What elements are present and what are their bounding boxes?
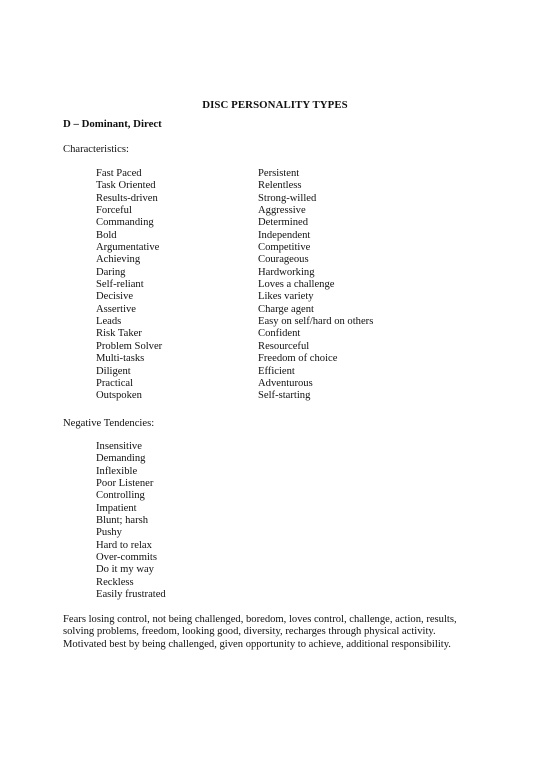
summary-paragraph (63, 614, 493, 651)
characteristic-left: Task Oriented (96, 180, 156, 192)
characteristic-right: Strong-willed (258, 192, 317, 204)
characteristic-left: Achieving (96, 254, 141, 266)
negative-tendency-item: Do it my way (96, 564, 154, 576)
characteristic-left: Fast Paced (96, 168, 142, 179)
characteristic-right: Adventurous (258, 377, 313, 389)
characteristic-left: Bold (96, 229, 117, 241)
characteristic-left: Forceful (96, 205, 132, 217)
characteristic-right: Aggressive (258, 205, 306, 217)
characteristic-right: Self-starting (258, 390, 311, 402)
characteristic-left: Practical (96, 377, 134, 389)
characteristic-left: Self-reliant (96, 279, 144, 291)
characteristic-left: Outspoken (96, 390, 142, 402)
characteristic-left: Argumentative (96, 242, 160, 254)
negative-tendency-item: Impatient (96, 502, 137, 514)
section-heading: D – Dominant, Direct (63, 118, 162, 130)
negative-tendency-item: Hard to relax (96, 539, 152, 551)
document-title: DISC PERSONALITY TYPES (202, 99, 348, 111)
characteristic-right: Hardworking (258, 266, 315, 278)
negative-tendencies-list (96, 441, 166, 601)
negative-tendency-item: Reckless (96, 576, 134, 588)
negative-tendency-item: Blunt; harsh (96, 515, 149, 527)
characteristic-left: Commanding (96, 217, 154, 229)
characteristic-right: Charge agent (258, 303, 314, 315)
characteristic-left: Multi-tasks (96, 353, 145, 365)
characteristic-right: Confident (258, 328, 301, 340)
characteristic-right: Efficient (258, 365, 295, 377)
characteristic-left: Diligent (96, 365, 131, 377)
negative-tendency-item: Poor Listener (96, 478, 154, 490)
summary-line: Fears losing control, not being challenged, boredom, loves control, challenge, action, results, (63, 614, 457, 625)
characteristic-left: Decisive (96, 291, 134, 303)
characteristic-right: Relentless (258, 180, 302, 192)
negative-tendency-item: Easily frustrated (96, 589, 166, 601)
characteristic-right: Resourceful (258, 340, 310, 352)
characteristic-left: Risk Taker (96, 328, 142, 340)
characteristics-table (96, 168, 458, 403)
characteristic-right: Courageous (258, 254, 309, 266)
summary-line: Motivated best by being challenged, given opportunity to achieve, additional responsibility. (63, 638, 451, 650)
characteristic-left: Assertive (96, 303, 137, 315)
characteristic-left: Problem Solver (96, 340, 163, 352)
characteristic-right: Determined (258, 217, 309, 229)
characteristics-label: Characteristics: (63, 144, 129, 155)
characteristic-right: Independent (258, 229, 311, 241)
summary-line: solving problems, freedom, looking good, diversity, recharges through physical activity. (63, 626, 436, 638)
characteristic-right: Likes variety (258, 291, 314, 303)
negative-tendency-item: Demanding (96, 453, 146, 465)
negative-tendency-item: Pushy (96, 527, 122, 539)
characteristic-left: Leads (96, 316, 122, 328)
negative-tendency-item: Controlling (96, 490, 145, 502)
characteristic-right: Competitive (258, 242, 311, 254)
negative-tendency-item: Over-commits (96, 552, 157, 564)
characteristic-right: Loves a challenge (258, 279, 335, 291)
characteristic-right: Persistent (258, 168, 300, 179)
characteristic-left: Daring (96, 266, 126, 278)
characteristic-left: Results-driven (96, 192, 158, 204)
negative-tendency-item: Inflexible (96, 465, 138, 477)
characteristic-right: Freedom of choice (258, 353, 338, 365)
negative-tendencies-label: Negative Tendencies: (63, 418, 155, 429)
negative-tendency-item: Insensitive (96, 441, 142, 452)
characteristic-right: Easy on self/hard on others (258, 316, 374, 328)
